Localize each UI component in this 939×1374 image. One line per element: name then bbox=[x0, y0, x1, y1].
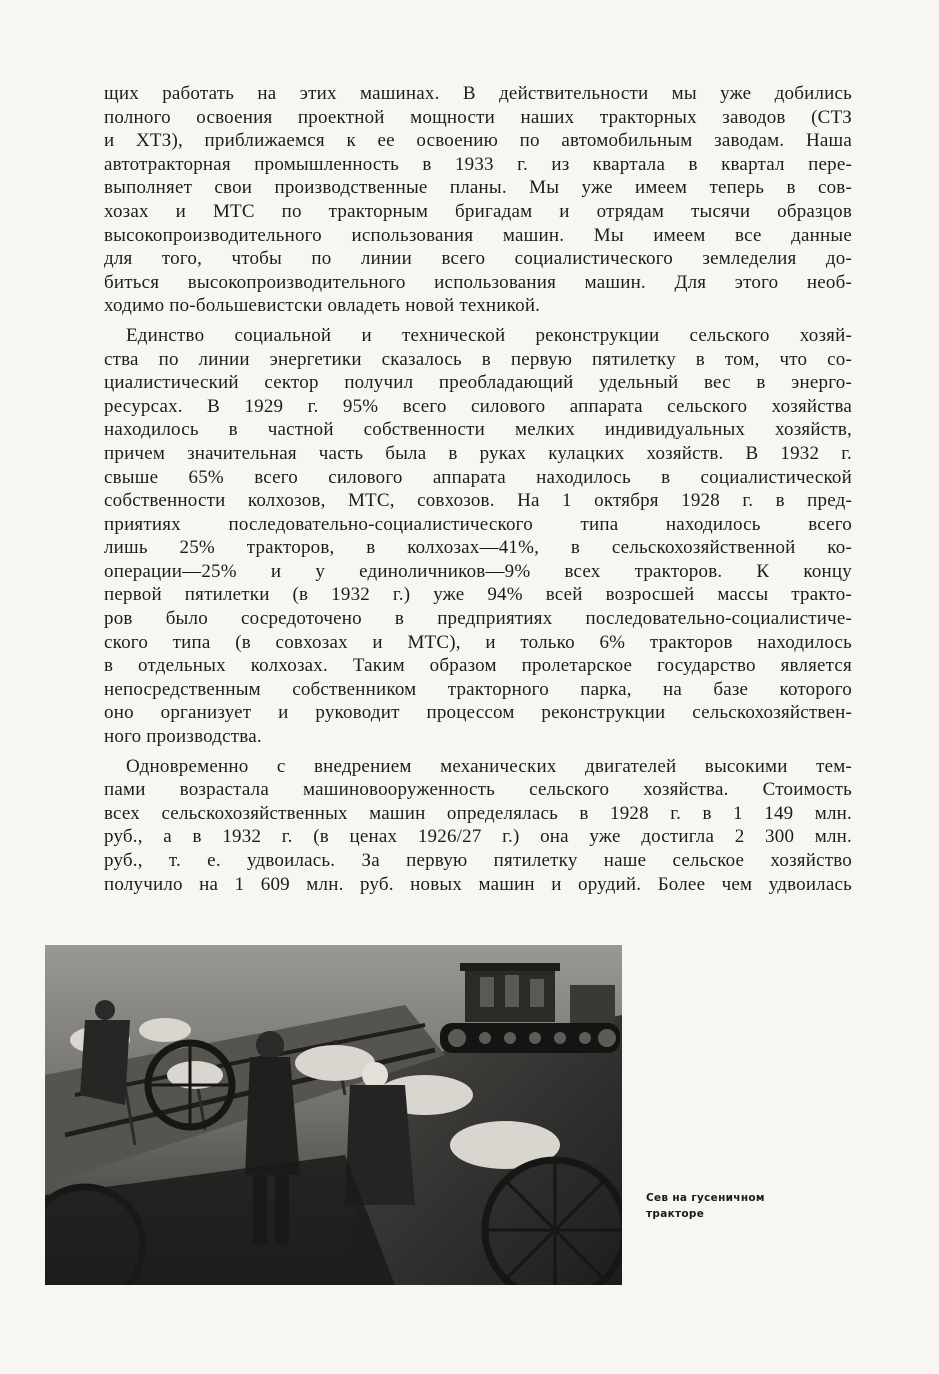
caption-line: тракторе bbox=[646, 1208, 705, 1220]
paragraph-3 bbox=[104, 755, 852, 897]
text-line: свыше 65% всего силового аппарата находилось в социалистической bbox=[104, 466, 852, 488]
text-line: и ХТЗ), приближаемся к ее освоению по автомобильным заводам. Наша bbox=[104, 130, 852, 152]
text-line: собственности колхозов, МТС, совхозов. На 1 октября 1928 г. в пред- bbox=[104, 490, 852, 512]
paragraph-2 bbox=[104, 324, 852, 749]
text-line: руб., а в 1932 г. (в ценах 1926/27 г.) она уже достигла 2 300 млн. bbox=[104, 826, 852, 848]
text-line: Одновременно с внедрением механических двигателей высокими тем- bbox=[126, 755, 852, 777]
text-line: приятиях последовательно-социалистического типа находилось всего bbox=[104, 513, 852, 535]
text-line: циалистический сектор получил преобладающий удельный вес в энерго- bbox=[104, 372, 852, 394]
caption-line: Сев на гусеничном bbox=[646, 1192, 765, 1204]
paragraph-1 bbox=[104, 82, 852, 318]
figure-caption bbox=[646, 1190, 806, 1222]
text-line: щих работать на этих машинах. В действительности мы уже добились bbox=[104, 83, 852, 104]
text-line: получило на 1 609 млн. руб. новых машин и орудий. Более чем удвоилась bbox=[104, 873, 852, 895]
text-line: биться высокопроизводительного использования машин. Для этого необ- bbox=[104, 271, 852, 293]
tractor-sowing-photo bbox=[45, 945, 622, 1285]
text-line: ства по линии энергетики сказалось в первую пятилетку в том, что со- bbox=[104, 348, 852, 370]
text-line: ров было сосредоточено в предприятиях последовательно-социалистиче- bbox=[104, 608, 852, 630]
text-line: первой пятилетки (в 1932 г.) уже 94% всей возросшей массы тракто- bbox=[104, 584, 852, 606]
text-line: пами возрастала машиновооруженность сельского хозяйства. Стоимость bbox=[104, 779, 852, 801]
text-line: хозах и МТС по тракторным бригадам и отрядам тысячи образцов bbox=[104, 200, 852, 222]
text-line: Единство социальной и технической реконструкции сельского хозяй- bbox=[126, 324, 852, 346]
text-line: находилось в частной собственности мелких индивидуальных хозяйств, bbox=[104, 419, 852, 441]
text-line: автотракторная промышленность в 1933 г. из квартала в квартал пере- bbox=[104, 153, 852, 175]
text-line: выполняет свои производственные планы. Мы уже имеем теперь в сов- bbox=[104, 177, 852, 199]
text-line: лишь 25% тракторов, в колхозах—41%, в сельскохозяйственной ко- bbox=[104, 537, 852, 559]
text-line: полного освоения проектной мощности наших тракторных заводов (СТЗ bbox=[104, 106, 852, 128]
text-line: руб., т. е. удвоилась. За первую пятилетку наше сельское хозяйство bbox=[104, 850, 852, 871]
text-line: оно организует и руководит процессом реконструкции сельскохозяйствен- bbox=[104, 702, 852, 724]
text-line: всех сельскохозяйственных машин определялась в 1928 г. в 1 149 млн. bbox=[104, 802, 852, 824]
text-line: причем значительная часть была в руках кулацких хозяйств. В 1932 г. bbox=[104, 442, 852, 464]
body-text bbox=[104, 82, 852, 902]
text-line: ного производства. bbox=[104, 726, 262, 748]
text-line: ского типа (в совхозах и МТС), и только 6% тракторов находилось bbox=[104, 631, 852, 653]
text-line: в отдельных колхозах. Таким образом пролетарское государство является bbox=[104, 655, 852, 677]
text-line: непосредственным собственником тракторного парка, на базе которого bbox=[104, 678, 852, 700]
text-line: для того, чтобы по линии всего социалистического земледелия до- bbox=[104, 248, 852, 270]
text-line: операции—25% и у единоличников—9% всех тракторов. К концу bbox=[104, 560, 852, 582]
text-line: ходимо по-большевистски овладеть новой техникой. bbox=[104, 295, 541, 317]
text-line: ресурсах. В 1929 г. 95% всего силового аппарата сельского хозяйства bbox=[104, 395, 852, 417]
text-line: высокопроизводительного использования машин. Мы имеем все данные bbox=[104, 224, 852, 246]
